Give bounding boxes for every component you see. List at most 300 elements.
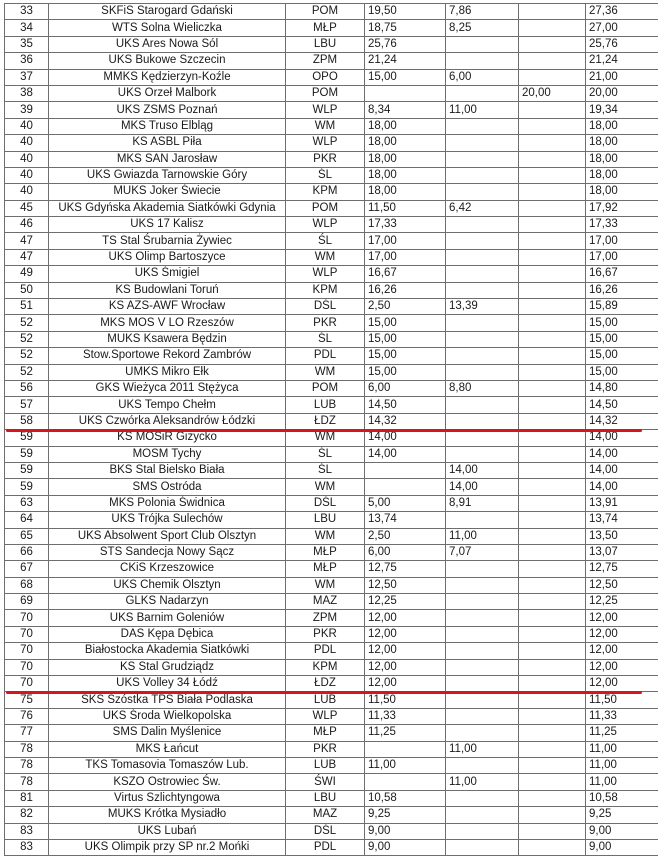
points-2-cell: 7,07 (446, 544, 519, 560)
points-3-cell (519, 266, 586, 282)
club-name-cell: UKS Trójka Sulechów (49, 512, 286, 528)
table-row (5, 233, 658, 249)
region-cell: WM (286, 528, 365, 544)
rank-cell: 51 (5, 299, 49, 315)
total-points-cell: 17,33 (586, 217, 658, 233)
table-row (5, 807, 658, 823)
total-points-cell: 12,00 (586, 659, 658, 675)
points-3-cell (519, 4, 586, 20)
region-cell: ŚL (286, 462, 365, 478)
rank-cell: 52 (5, 348, 49, 364)
club-name-cell: MUKS Krótka Mysiadło (49, 807, 286, 823)
club-name-cell: KS Budowlani Toruń (49, 282, 286, 298)
points-1-cell: 12,00 (365, 626, 446, 642)
points-1-cell: 12,00 (365, 610, 446, 626)
club-name-cell: SKS Szóstka TPS Biała Podlaska (49, 692, 286, 708)
points-1-cell: 21,24 (365, 53, 446, 69)
table-row (5, 200, 658, 216)
rank-cell: 40 (5, 167, 49, 183)
total-points-cell: 18,00 (586, 118, 658, 134)
table-row (5, 266, 658, 282)
total-points-cell: 13,50 (586, 528, 658, 544)
region-cell: MAZ (286, 594, 365, 610)
table-row (5, 741, 658, 757)
total-points-cell: 15,00 (586, 331, 658, 347)
table-row (5, 348, 658, 364)
table-row (5, 512, 658, 528)
total-points-cell: 16,67 (586, 266, 658, 282)
club-name-cell: KS AZS-AWF Wrocław (49, 299, 286, 315)
points-3-cell (519, 69, 586, 85)
region-cell: PKR (286, 315, 365, 331)
region-cell: LUB (286, 757, 365, 773)
points-1-cell: 2,50 (365, 299, 446, 315)
rank-cell: 64 (5, 512, 49, 528)
points-2-cell (446, 217, 519, 233)
region-cell: WLP (286, 102, 365, 118)
total-points-cell: 17,00 (586, 233, 658, 249)
table-row (5, 53, 658, 69)
total-points-cell: 12,00 (586, 676, 658, 692)
points-1-cell: 12,00 (365, 643, 446, 659)
points-3-cell (519, 594, 586, 610)
club-name-cell: UKS ZSMS Poznań (49, 102, 286, 118)
points-3-cell (519, 430, 586, 446)
rank-cell: 59 (5, 430, 49, 446)
points-2-cell (446, 413, 519, 429)
points-2-cell: 11,00 (446, 741, 519, 757)
region-cell: ZPM (286, 610, 365, 626)
table-row (5, 20, 658, 36)
club-name-cell: UKS Śmigiel (49, 266, 286, 282)
club-name-cell: MKS Truso Elbląg (49, 118, 286, 134)
table-row (5, 561, 658, 577)
table-row (5, 725, 658, 741)
points-3-cell (519, 757, 586, 773)
club-name-cell: GLKS Nadarzyn (49, 594, 286, 610)
table-row (5, 167, 658, 183)
club-name-cell: Stow.Sportowe Rekord Zambrów (49, 348, 286, 364)
points-2-cell (446, 823, 519, 839)
points-3-cell (519, 544, 586, 560)
total-points-cell: 27,00 (586, 20, 658, 36)
points-2-cell (446, 348, 519, 364)
table-row (5, 217, 658, 233)
total-points-cell: 11,00 (586, 757, 658, 773)
club-name-cell: MKS SAN Jarosław (49, 151, 286, 167)
region-cell: DŚL (286, 299, 365, 315)
table-row (5, 676, 658, 692)
points-1-cell: 11,25 (365, 725, 446, 741)
points-2-cell (446, 315, 519, 331)
points-1-cell: 12,00 (365, 676, 446, 692)
points-2-cell (446, 233, 519, 249)
total-points-cell: 14,00 (586, 430, 658, 446)
points-2-cell: 13,39 (446, 299, 519, 315)
table-row (5, 544, 658, 560)
total-points-cell: 14,80 (586, 380, 658, 396)
points-3-cell (519, 692, 586, 708)
points-3-cell (519, 774, 586, 790)
region-cell: DŚL (286, 823, 365, 839)
points-2-cell (446, 610, 519, 626)
points-2-cell (446, 692, 519, 708)
points-3-cell (519, 217, 586, 233)
region-cell: POM (286, 4, 365, 20)
table-row (5, 479, 658, 495)
club-name-cell: UKS Absolwent Sport Club Olsztyn (49, 528, 286, 544)
points-2-cell: 14,00 (446, 462, 519, 478)
points-3-cell (519, 36, 586, 52)
total-points-cell: 15,89 (586, 299, 658, 315)
region-cell: POM (286, 200, 365, 216)
points-3-cell (519, 839, 586, 855)
rank-cell: 59 (5, 479, 49, 495)
total-points-cell: 17,92 (586, 200, 658, 216)
total-points-cell: 14,00 (586, 462, 658, 478)
club-name-cell: KS MOSiR Giżycko (49, 430, 286, 446)
region-cell: WM (286, 577, 365, 593)
points-1-cell: 14,00 (365, 446, 446, 462)
points-3-cell (519, 462, 586, 478)
club-name-cell: UKS 17 Kalisz (49, 217, 286, 233)
points-1-cell: 9,25 (365, 807, 446, 823)
points-2-cell (446, 643, 519, 659)
total-points-cell: 18,00 (586, 135, 658, 151)
points-1-cell: 16,26 (365, 282, 446, 298)
points-3-cell (519, 479, 586, 495)
rank-cell: 47 (5, 233, 49, 249)
table-row (5, 184, 658, 200)
region-cell: KPM (286, 184, 365, 200)
points-3-cell (519, 151, 586, 167)
total-points-cell: 21,24 (586, 53, 658, 69)
rank-cell: 70 (5, 643, 49, 659)
points-2-cell (446, 446, 519, 462)
total-points-cell: 12,50 (586, 577, 658, 593)
points-3-cell (519, 200, 586, 216)
points-1-cell: 15,00 (365, 331, 446, 347)
points-2-cell (446, 577, 519, 593)
points-2-cell (446, 807, 519, 823)
total-points-cell: 11,25 (586, 725, 658, 741)
rank-cell: 78 (5, 774, 49, 790)
club-name-cell: UMKS Mikro Ełk (49, 364, 286, 380)
rank-cell: 70 (5, 659, 49, 675)
points-1-cell: 13,74 (365, 512, 446, 528)
points-3-cell (519, 315, 586, 331)
points-1-cell: 18,00 (365, 135, 446, 151)
table-row (5, 692, 658, 708)
rank-cell: 39 (5, 102, 49, 118)
region-cell: ŚL (286, 167, 365, 183)
points-1-cell: 14,50 (365, 397, 446, 413)
rank-cell: 68 (5, 577, 49, 593)
rank-cell: 70 (5, 610, 49, 626)
rank-cell: 38 (5, 85, 49, 101)
region-cell: PKR (286, 741, 365, 757)
points-3-cell (519, 610, 586, 626)
points-2-cell (446, 708, 519, 724)
region-cell: WLP (286, 708, 365, 724)
region-cell: WLP (286, 135, 365, 151)
points-3-cell (519, 118, 586, 134)
total-points-cell: 13,91 (586, 495, 658, 511)
club-name-cell: MMKS Kędzierzyn-Koźle (49, 69, 286, 85)
points-1-cell (365, 774, 446, 790)
total-points-cell: 12,75 (586, 561, 658, 577)
region-cell: ZPM (286, 53, 365, 69)
table-row (5, 102, 658, 118)
rank-cell: 83 (5, 839, 49, 855)
rank-cell: 59 (5, 462, 49, 478)
points-1-cell: 19,50 (365, 4, 446, 20)
points-1-cell (365, 479, 446, 495)
total-points-cell: 14,50 (586, 397, 658, 413)
points-2-cell (446, 184, 519, 200)
total-points-cell: 12,00 (586, 643, 658, 659)
points-3-cell (519, 676, 586, 692)
points-1-cell: 15,00 (365, 315, 446, 331)
region-cell: OPO (286, 69, 365, 85)
points-1-cell: 15,00 (365, 348, 446, 364)
club-name-cell: GKS Wieżyca 2011 Stężyca (49, 380, 286, 396)
total-points-cell: 12,00 (586, 610, 658, 626)
club-name-cell: MOSM Tychy (49, 446, 286, 462)
points-1-cell: 18,00 (365, 167, 446, 183)
region-cell: ŚL (286, 446, 365, 462)
rank-cell: 77 (5, 725, 49, 741)
region-cell: MŁP (286, 561, 365, 577)
table-row (5, 4, 658, 20)
club-name-cell: UKS Tempo Chełm (49, 397, 286, 413)
table-row (5, 839, 658, 855)
table-row (5, 659, 658, 675)
table-row (5, 69, 658, 85)
points-2-cell (446, 135, 519, 151)
club-name-cell: STS Sandecja Nowy Sącz (49, 544, 286, 560)
total-points-cell: 21,00 (586, 69, 658, 85)
points-1-cell: 18,00 (365, 184, 446, 200)
region-cell: ŁDZ (286, 676, 365, 692)
club-name-cell: UKS Ares Nowa Sól (49, 36, 286, 52)
region-cell: WM (286, 364, 365, 380)
table-row (5, 315, 658, 331)
points-2-cell (446, 676, 519, 692)
points-3-cell (519, 495, 586, 511)
table-row (5, 495, 658, 511)
points-2-cell: 8,91 (446, 495, 519, 511)
points-3-cell (519, 53, 586, 69)
points-1-cell: 17,33 (365, 217, 446, 233)
points-2-cell (446, 53, 519, 69)
club-name-cell: CKiS Krzeszowice (49, 561, 286, 577)
club-name-cell: MKS Łańcut (49, 741, 286, 757)
club-name-cell: UKS Bukowe Szczecin (49, 53, 286, 69)
points-1-cell: 18,75 (365, 20, 446, 36)
region-cell: POM (286, 85, 365, 101)
points-1-cell: 15,00 (365, 364, 446, 380)
total-points-cell: 15,00 (586, 348, 658, 364)
points-3-cell (519, 249, 586, 265)
total-points-cell: 18,00 (586, 167, 658, 183)
points-3-cell (519, 184, 586, 200)
points-1-cell (365, 741, 446, 757)
points-1-cell: 25,76 (365, 36, 446, 52)
points-1-cell: 12,25 (365, 594, 446, 610)
region-cell: LUB (286, 397, 365, 413)
table-row (5, 397, 658, 413)
points-1-cell: 11,00 (365, 757, 446, 773)
table-row (5, 413, 658, 429)
points-1-cell: 14,00 (365, 430, 446, 446)
points-2-cell (446, 36, 519, 52)
club-name-cell: UKS Środa Wielkopolska (49, 708, 286, 724)
points-3-cell (519, 102, 586, 118)
points-3-cell (519, 413, 586, 429)
points-3-cell (519, 397, 586, 413)
region-cell: PDL (286, 348, 365, 364)
rank-cell: 40 (5, 151, 49, 167)
club-name-cell: UKS Lubań (49, 823, 286, 839)
club-name-cell: Virtus Szlichtyngowa (49, 790, 286, 806)
points-3-cell (519, 725, 586, 741)
points-1-cell: 6,00 (365, 544, 446, 560)
rank-cell: 56 (5, 380, 49, 396)
region-cell: WM (286, 479, 365, 495)
table-row (5, 151, 658, 167)
total-points-cell: 12,25 (586, 594, 658, 610)
rank-cell: 65 (5, 528, 49, 544)
total-points-cell: 16,26 (586, 282, 658, 298)
table-row (5, 757, 658, 773)
points-2-cell: 14,00 (446, 479, 519, 495)
points-2-cell (446, 790, 519, 806)
points-1-cell: 17,00 (365, 233, 446, 249)
club-name-cell: DAS Kępa Dębica (49, 626, 286, 642)
total-points-cell: 15,00 (586, 364, 658, 380)
points-2-cell (446, 725, 519, 741)
total-points-cell: 11,00 (586, 774, 658, 790)
points-3-cell (519, 282, 586, 298)
club-name-cell: UKS Olimpik przy SP nr.2 Mońki (49, 839, 286, 855)
points-3-cell (519, 348, 586, 364)
rank-cell: 52 (5, 364, 49, 380)
points-3-cell (519, 364, 586, 380)
rank-cell: 40 (5, 118, 49, 134)
region-cell: WM (286, 118, 365, 134)
points-3-cell (519, 446, 586, 462)
region-cell: ŁDZ (286, 413, 365, 429)
rank-cell: 83 (5, 823, 49, 839)
points-1-cell: 9,00 (365, 839, 446, 855)
club-name-cell: SMS Ostróda (49, 479, 286, 495)
table-row (5, 380, 658, 396)
points-1-cell: 14,32 (365, 413, 446, 429)
points-2-cell (446, 331, 519, 347)
rank-cell: 40 (5, 135, 49, 151)
total-points-cell: 10,58 (586, 790, 658, 806)
region-cell: KPM (286, 659, 365, 675)
points-3-cell (519, 741, 586, 757)
total-points-cell: 18,00 (586, 184, 658, 200)
region-cell: ŚWI (286, 774, 365, 790)
points-2-cell (446, 397, 519, 413)
points-3-cell (519, 790, 586, 806)
points-3-cell (519, 380, 586, 396)
region-cell: PKR (286, 151, 365, 167)
points-2-cell: 7,86 (446, 4, 519, 20)
points-2-cell: 8,80 (446, 380, 519, 396)
total-points-cell: 14,32 (586, 413, 658, 429)
points-1-cell: 11,50 (365, 692, 446, 708)
points-3-cell (519, 561, 586, 577)
club-name-cell: KS Stal Grudziądz (49, 659, 286, 675)
points-1-cell: 12,75 (365, 561, 446, 577)
points-2-cell (446, 757, 519, 773)
table-row (5, 36, 658, 52)
club-name-cell: UKS Orzeł Malbork (49, 85, 286, 101)
total-points-cell: 27,36 (586, 4, 658, 20)
region-cell: MŁP (286, 725, 365, 741)
club-name-cell: UKS Czwórka Aleksandrów Łódzki (49, 413, 286, 429)
points-2-cell (446, 594, 519, 610)
points-1-cell: 5,00 (365, 495, 446, 511)
rank-cell: 63 (5, 495, 49, 511)
points-2-cell (446, 282, 519, 298)
points-3-cell (519, 233, 586, 249)
total-points-cell: 14,00 (586, 446, 658, 462)
points-2-cell (446, 85, 519, 101)
total-points-cell: 9,00 (586, 823, 658, 839)
points-1-cell: 2,50 (365, 528, 446, 544)
table-row (5, 643, 658, 659)
highlight-underline (6, 691, 642, 694)
club-name-cell: SMS Dalin Myślenice (49, 725, 286, 741)
points-2-cell (446, 659, 519, 675)
club-name-cell: TKS Tomasovia Tomaszów Lub. (49, 757, 286, 773)
region-cell: LBU (286, 790, 365, 806)
total-points-cell: 15,00 (586, 315, 658, 331)
region-cell: LBU (286, 512, 365, 528)
points-2-cell (446, 118, 519, 134)
club-name-cell: UKS Barnim Goleniów (49, 610, 286, 626)
points-2-cell (446, 364, 519, 380)
points-3-cell (519, 823, 586, 839)
points-2-cell: 11,00 (446, 102, 519, 118)
table-row (5, 462, 658, 478)
points-3-cell (519, 643, 586, 659)
points-1-cell: 16,67 (365, 266, 446, 282)
total-points-cell: 9,25 (586, 807, 658, 823)
points-2-cell (446, 249, 519, 265)
club-name-cell: Białostocka Akademia Siatkówki (49, 643, 286, 659)
rank-cell: 81 (5, 790, 49, 806)
rank-cell: 33 (5, 4, 49, 20)
club-name-cell: UKS Gdyńska Akademia Siatkówki Gdynia (49, 200, 286, 216)
rank-cell: 58 (5, 413, 49, 429)
club-name-cell: UKS Olimp Bartoszyce (49, 249, 286, 265)
total-points-cell: 20,00 (586, 85, 658, 101)
region-cell: WLP (286, 266, 365, 282)
region-cell: MAZ (286, 807, 365, 823)
points-3-cell (519, 299, 586, 315)
points-2-cell (446, 266, 519, 282)
club-name-cell: KS ASBL Piła (49, 135, 286, 151)
region-cell: WM (286, 249, 365, 265)
points-2-cell: 6,42 (446, 200, 519, 216)
points-2-cell (446, 167, 519, 183)
